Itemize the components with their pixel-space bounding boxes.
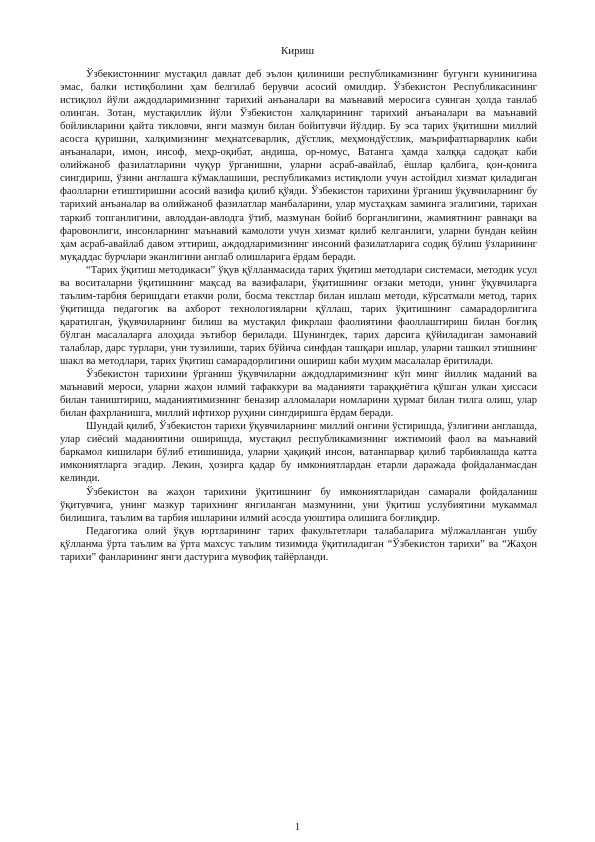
paragraph-4: Шундай қилиб, Ўзбекистон тарихи ўқувчиларнинг миллий онгини ўстиришда, ўзлигини англашда, улар сиёсий маданиятини оширишда, мустақил республикамизнинг ижтимоий фаол ва маънавий баркамол кишилари бўлиб етишишида, уларни ҳақиқий инсон, ватанпарвар қилиб тарбиялашда катта имкониятларга эгадир. Лекин, ҳозирга қадар бу имкониятлардан етарли даражада фойдаланмасдан келинди. [60, 421, 537, 485]
paragraph-2: “Тарих ўқитиш методикаси” ўқув қўлланмасида тарих ўқитиш методлари системаси, методик усул ва воситаларни ўқитишнинг мақсад ва вазифалари, ўқитишнинг оғзаки методи, унинг ўқувчиларга таълим-тарбия беришдаги етакчи роли, босма текстлар билан ишлаш методи, кўрсатмали метод, тарих ўқитишда педагогик ва ахборот технологияларни қўллаш, тарих ўқитишнинг самарадорлигига қаратилган, ўқувчиларнинг билиш ва мустақил фикрлаш фаолиятини фаоллаштириш билан боғлиқ бўлган масалаларга алоҳида эътибор берилади. Шунингдек, тарих дарсига қўйиладиган замонавий талаблар, дарс турлари, уни тузилиши, тарих бўйича синфдан ташқари ишлар, уларни ташкил этишнинг шакл ва методлари, тарих ўқитиш самарадорлигини ошириш каби муҳим масалалар ёритилади. [60, 264, 537, 368]
paragraph-1: Ўзбекистоннинг мустақил давлат деб эълон қилиниши республикамизнинг бугунги кунинигина эмас, балки истиқболини ҳам белгилаб берувчи асосий омилдир. Ўзбекистон Республикасининг истиқлол йўли аждодларимизнинг тарихий анъаналари ва маънавий меросига суянган ҳолда танлаб олинган. Зотан, мустақиллик йўли Ўзбекистон халқларининг тарихий анъаналари ва маънавий бойликларини қайта тикловчи, янги мазмун билан бойитувчи йўлдир. Бу эса тарих ўқитишни миллий асосга қуришни, халқимизнинг меҳнатсеварлик, дўстлик, меҳмондўстлик, маърифатпарварлик каби анъаналари, имон, инсоф, меҳр-оқибат, андиша, ор-номус, Ватанга ҳамда халққа садоқат каби олийжаноб фазилатларини чуқур ўрганишни, уларни асраб-авайлаб, ёшлар қалбига, қон-қонига сингдириш, ўзини англашга кўмаклашиши, республикамиз истиқлоли учун астойдил хизмат қиладиган фаолларни етиштиришни асосий вазифа қилиб қўяди. Ўзбекистон тарихини ўрганиш ўқувчиларнинг бу тарихий анъаналар ва олийжаноб фазилатлар манбаларини, улар мустаҳкам заминга эгалигини, тарихан таркиб топганлигини, авлоддан-авлодга ўтиб, мазмунан бойиб борганлигини, жамиятнинг равнақи ва фаровонлиги, инсонларнинг маънавий камолоти учун хизмат қилиб келганлиги, уларни бундан кейин ҳам асраб-авайлаб давом эттириш, аждодларимизнинг инсоний фазилатларига содиқ бўлиш ўзларининг муқаддас бурчлари эканлигини англаб олишларига ёрдам беради. [60, 69, 537, 263]
paragraph-6: Педагогика олий ўқув юртларининг тарих факультетлари талабаларига мўлжалланган ушбу қўлланма ўрта таълим ва ўрта махсус таълим тизимида ўқитиладиган “Ўзбекистон тарихи” ва “Жаҳон тарихи” фанларининг янги дастурига мувофиқ тайёрланди. [60, 525, 537, 563]
paragraph-3: Ўзбекистон тарихини ўрганиш ўқувчиларни аждодларимизнинг кўп минг йиллик маданий ва маънавий мероси, уларни жаҳон илмий тафаккури ва маданияти тараққиётига қўшган улкан ҳиссаси билан таништириш, маданиятимизнинг беназир алломалари номларини ҳурмат билан тилга олиш, улар билан фахрланишга, миллий ифтихор руҳини сингдиришга ёрдам беради. [60, 369, 537, 420]
paragraph-5: Ўзбекистон ва жаҳон тарихини ўқитишнинг бу имкониятларидан самарали фойдаланиш ўқитувчига, унинг мазкур тарихнинг янгиланган мазмунини, уни ўқитиш услубиятини мукаммал билишига, таълим ва тарбия ишларини илмий асосда уюштира олишига боғлиқдир. [60, 486, 537, 524]
page-number: 1 [294, 822, 301, 833]
page-title: Кириш [280, 45, 315, 57]
document-body [60, 68, 537, 564]
